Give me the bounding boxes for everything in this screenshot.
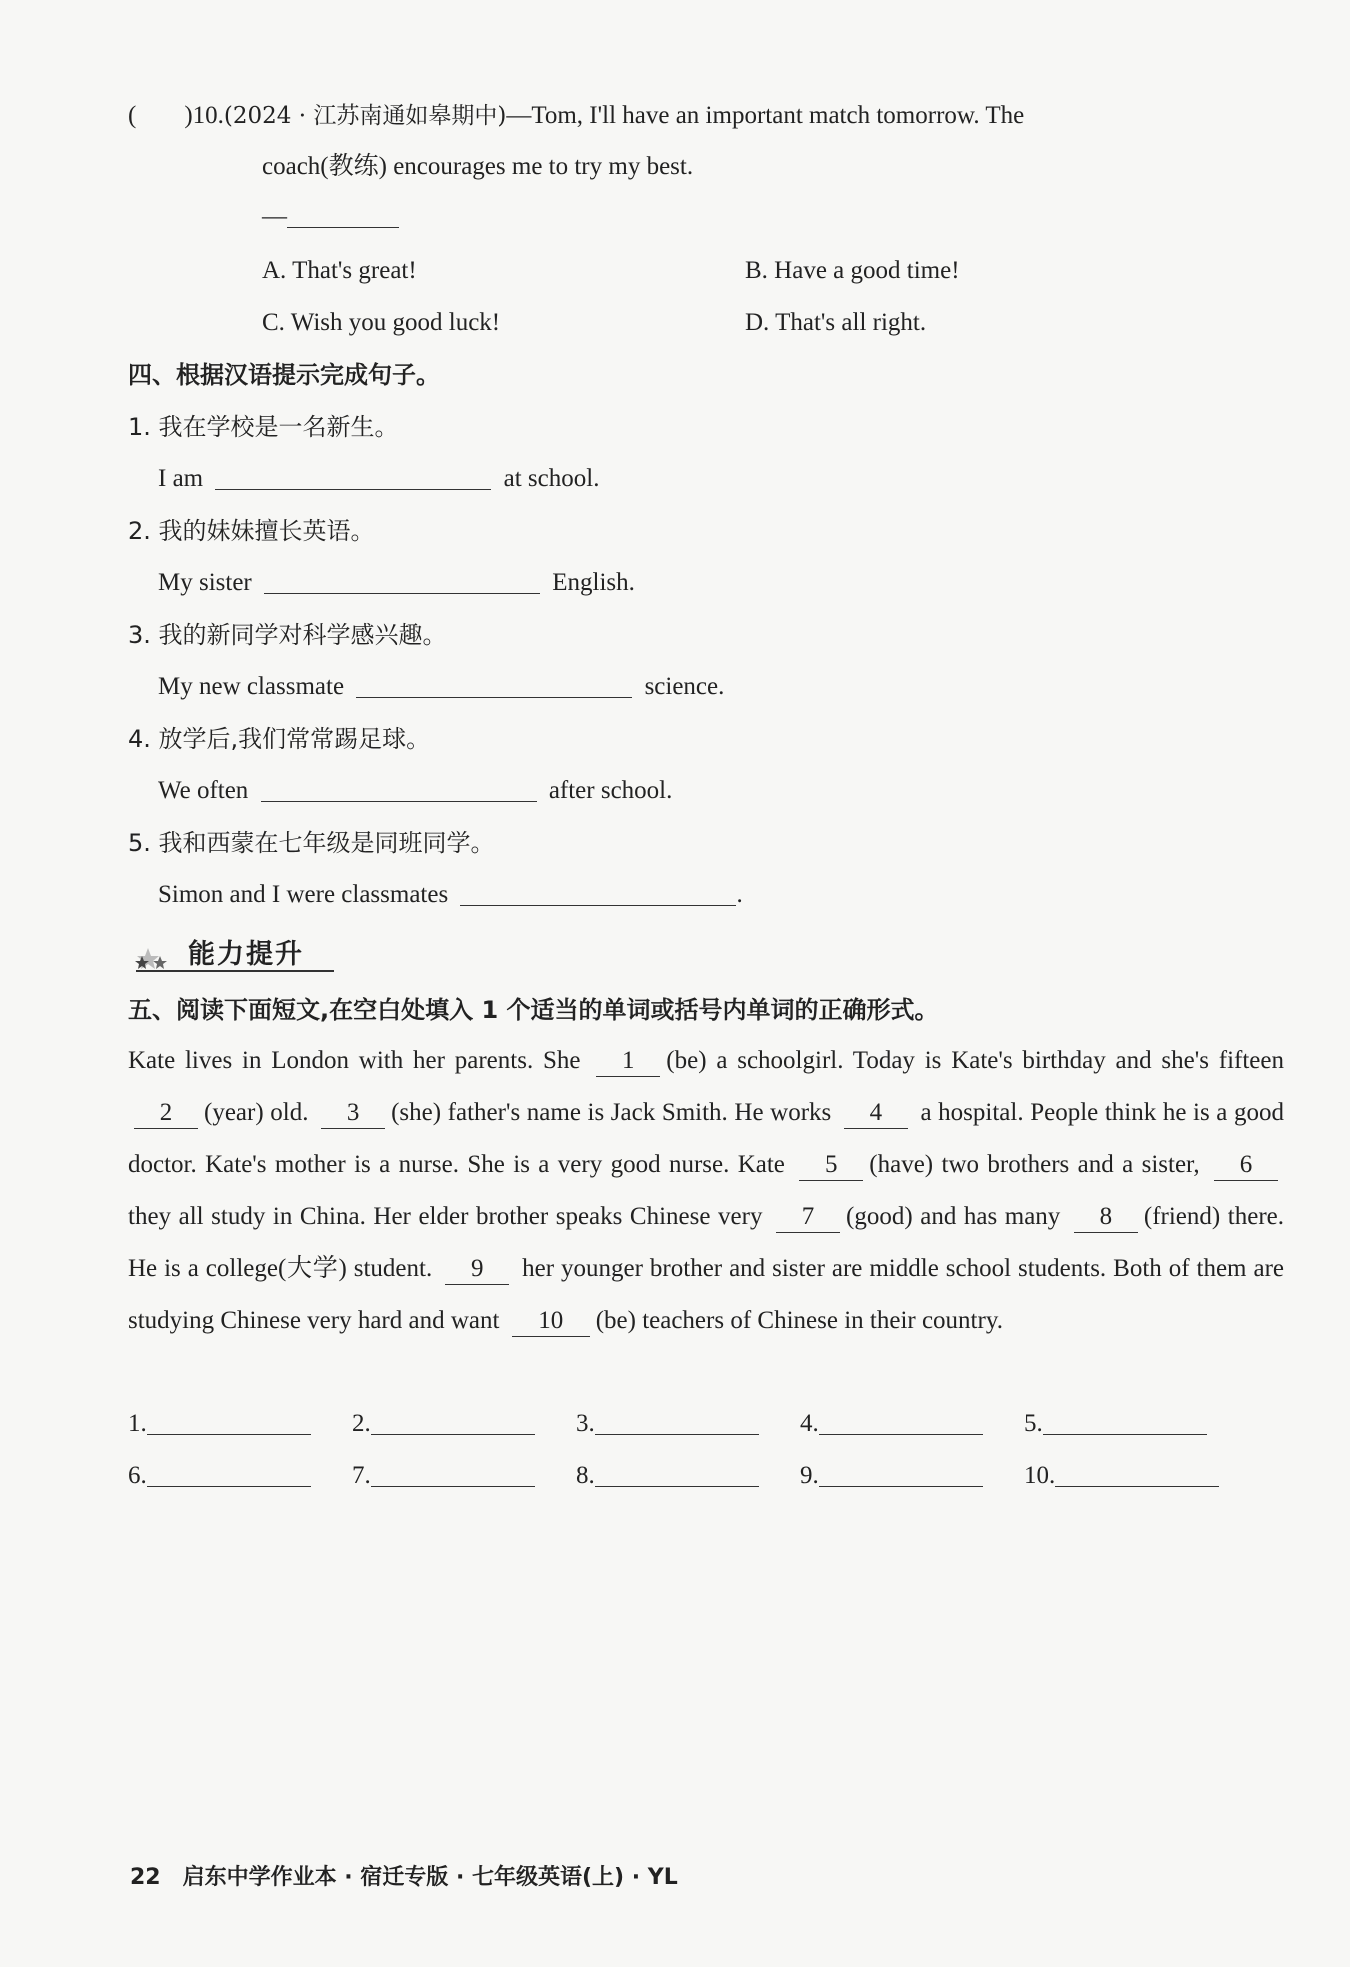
q10-prompt-line1: —Tom, I'll have an important match tomorrow. The bbox=[506, 102, 1025, 129]
answer-slot-9: 9. bbox=[800, 1458, 983, 1494]
answer-slot-3: 3. bbox=[576, 1406, 759, 1442]
answer-row-1 bbox=[128, 1406, 1288, 1442]
answer-blank-4[interactable] bbox=[819, 1406, 983, 1435]
s4-item1-cn: 1. 我在学校是一名新生。 bbox=[128, 413, 399, 441]
s4-item4-pre: We often bbox=[158, 777, 249, 804]
answer-slot-8: 8. bbox=[576, 1458, 759, 1494]
s4-item2-blank[interactable] bbox=[264, 565, 540, 594]
page-number: 22 bbox=[130, 1865, 161, 1890]
s4-item5-cn: 5. 我和西蒙在七年级是同班同学。 bbox=[128, 829, 495, 857]
passage-text: (be) teachers of Chinese in their country. bbox=[595, 1307, 1003, 1334]
passage-blank-5[interactable]: 5 bbox=[799, 1150, 863, 1181]
q10-option-a[interactable]: A. That's great! bbox=[262, 257, 417, 284]
answer-blank-9[interactable] bbox=[819, 1458, 983, 1487]
answer-blank-5[interactable] bbox=[1043, 1406, 1207, 1435]
passage-blank-8[interactable]: 8 bbox=[1074, 1202, 1138, 1233]
passage-text: (friend) there. He is a college(大学) student. bbox=[128, 1203, 1284, 1282]
s4-item3-en bbox=[158, 669, 724, 705]
s4-item2-en bbox=[158, 565, 635, 601]
q10-line1 bbox=[128, 98, 1024, 134]
s4-item4-cn: 4. 放学后,我们常常踢足球。 bbox=[128, 725, 431, 753]
footer-text: 启东中学作业本 · 宿迁专版 · 七年级英语(上) · YL bbox=[182, 1865, 678, 1890]
reading-passage bbox=[128, 1035, 1284, 1347]
s4-item3-post: science. bbox=[644, 673, 725, 700]
q10-dash: — bbox=[262, 203, 287, 230]
q10-response-blank[interactable] bbox=[287, 199, 399, 228]
answer-slot-2: 2. bbox=[352, 1406, 535, 1442]
s4-item5-post: . bbox=[736, 881, 743, 908]
q10-response-line bbox=[262, 199, 399, 235]
passage-blank-9[interactable]: 9 bbox=[445, 1254, 509, 1285]
answer-slot-6: 6. bbox=[128, 1458, 311, 1494]
answer-slot-7: 7. bbox=[352, 1458, 535, 1494]
answer-blank-7[interactable] bbox=[371, 1458, 535, 1487]
banner-title: 能力提升 bbox=[188, 939, 304, 970]
answer-blank-10[interactable] bbox=[1055, 1458, 1219, 1487]
s4-item4-blank[interactable] bbox=[261, 773, 537, 802]
answer-slot-1: 1. bbox=[128, 1406, 311, 1442]
s4-item1-blank[interactable] bbox=[215, 461, 491, 490]
q10-source: (2024 · 江苏南通如皋期中) bbox=[223, 103, 507, 129]
passage-text: (be) a schoolgirl. Today is Kate's birthday and she's fifteen bbox=[666, 1047, 1284, 1074]
section4-title: 四、根据汉语提示完成句子。 bbox=[128, 361, 440, 389]
s4-item4-post: after school. bbox=[548, 777, 673, 804]
s4-item3-pre: My new classmate bbox=[158, 673, 345, 700]
q10-option-b[interactable]: B. Have a good time! bbox=[745, 257, 960, 284]
s4-item2-cn: 2. 我的妹妹擅长英语。 bbox=[128, 517, 375, 545]
answer-slot-5: 5. bbox=[1024, 1406, 1207, 1442]
page-footer bbox=[130, 1860, 678, 1891]
passage-blank-2[interactable]: 2 bbox=[134, 1098, 198, 1129]
passage-blank-4[interactable]: 4 bbox=[844, 1098, 908, 1129]
answer-blank-6[interactable] bbox=[147, 1458, 311, 1487]
passage-blank-3[interactable]: 3 bbox=[321, 1098, 385, 1129]
passage-text: they all study in China. Her elder brother speaks Chinese very bbox=[128, 1203, 771, 1230]
s4-item3-cn: 3. 我的新同学对科学感兴趣。 bbox=[128, 621, 447, 649]
passage-blank-7[interactable]: 7 bbox=[776, 1202, 840, 1233]
answer-blank-8[interactable] bbox=[595, 1458, 759, 1487]
passage-blank-10[interactable]: 10 bbox=[512, 1306, 590, 1337]
q10-paren-close: ) bbox=[184, 102, 193, 129]
passage-text: (year) old. bbox=[204, 1099, 316, 1126]
answer-blank-1[interactable] bbox=[147, 1406, 311, 1435]
passage-text: her younger brother and sister are middle school students. Both of them are studying Chinese very hard and want bbox=[128, 1255, 1284, 1334]
q10-number: 10. bbox=[192, 102, 224, 129]
passage-text: Kate lives in London with her parents. She bbox=[128, 1047, 591, 1074]
passage-blank-6[interactable]: 6 bbox=[1214, 1150, 1278, 1181]
q10-paren-open: ( bbox=[128, 102, 137, 129]
s4-item5-blank[interactable] bbox=[460, 877, 736, 906]
s4-item2-post: English. bbox=[552, 569, 635, 596]
s4-item5-en bbox=[158, 877, 743, 913]
passage-text: (she) father's name is Jack Smith. He works bbox=[391, 1099, 838, 1126]
ability-banner bbox=[128, 930, 338, 970]
answer-row-2 bbox=[128, 1458, 1288, 1494]
passage-text: (good) and has many bbox=[846, 1203, 1068, 1230]
s4-item1-post: at school. bbox=[503, 465, 600, 492]
q10-prompt-line2: coach(教练) encourages me to try my best. bbox=[262, 153, 694, 180]
passage-text: a hospital. People think he is a good doctor. Kate's mother is a nurse. She is a very good nurse. Kate bbox=[128, 1099, 1284, 1178]
answer-slot-4: 4. bbox=[800, 1406, 983, 1442]
answer-blank-2[interactable] bbox=[371, 1406, 535, 1435]
passage-blank-1[interactable]: 1 bbox=[596, 1046, 660, 1077]
s4-item4-en bbox=[158, 773, 672, 809]
q10-option-d[interactable]: D. That's all right. bbox=[745, 309, 927, 336]
s4-item1-pre: I am bbox=[158, 465, 204, 492]
s4-item1-en bbox=[158, 461, 599, 497]
section5-title: 五、阅读下面短文,在空白处填入 1 个适当的单词或括号内单词的正确形式。 bbox=[128, 996, 939, 1024]
s4-item5-pre: Simon and I were classmates bbox=[158, 881, 449, 908]
answer-blank-3[interactable] bbox=[595, 1406, 759, 1435]
passage-text: (have) two brothers and a sister, bbox=[869, 1151, 1208, 1178]
answer-slot-10: 10. bbox=[1024, 1458, 1219, 1494]
s4-item3-blank[interactable] bbox=[356, 669, 632, 698]
s4-item2-pre: My sister bbox=[158, 569, 252, 596]
q10-option-c[interactable]: C. Wish you good luck! bbox=[262, 309, 501, 336]
